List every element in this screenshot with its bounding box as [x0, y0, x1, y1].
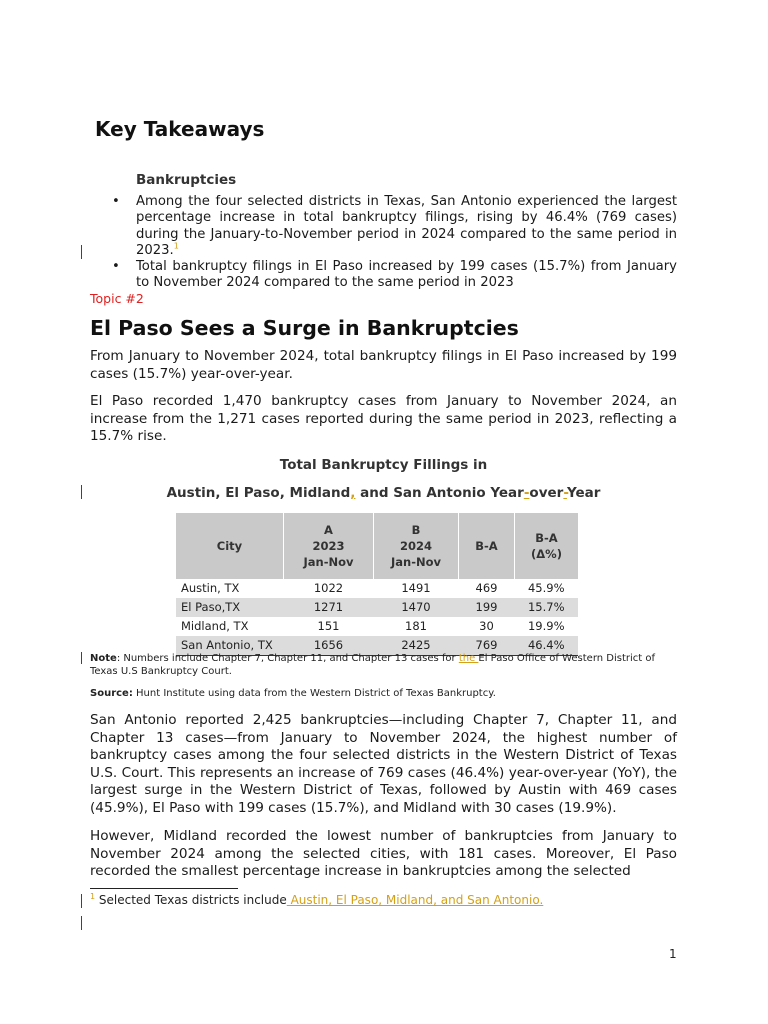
cell-b: 1470	[374, 598, 459, 617]
cell-city: El Paso,TX	[176, 598, 284, 617]
takeaways-list	[110, 194, 677, 292]
header-ba: B-A	[459, 513, 515, 579]
cell-pct: 19.9%	[527, 619, 565, 633]
table-title-text: over	[529, 485, 564, 501]
change-bar-marker	[81, 894, 82, 908]
cell-pct: 46.4%	[515, 636, 579, 656]
cell-ba: 30	[479, 619, 494, 633]
cell-pct: 45.9%	[527, 581, 565, 595]
cell-b: 1491	[401, 581, 431, 595]
header-city: City	[176, 513, 284, 579]
cell-b: 2425	[374, 636, 459, 656]
table-row	[176, 617, 578, 636]
header-pct-label: B-A	[535, 531, 558, 545]
paragraph: El Paso recorded 1,470 bankruptcy cases from January to November 2024, an increase from the 1,271 cases reported during the same period in 2023, reflecting a 15.7% rise.	[90, 393, 677, 445]
source-label: Source:	[90, 688, 133, 699]
table-title-text: Year	[566, 485, 601, 501]
table-row	[176, 598, 578, 617]
header-pct	[515, 513, 579, 579]
change-bar-marker	[81, 245, 82, 259]
cell-city: Midland, TX	[181, 619, 249, 633]
header-a-range: Jan-Nov	[303, 555, 354, 569]
paragraph: San Antonio reported 2,425 bankruptcies—including Chapter 7, Chapter 11, and Chapter 13 cases—from January to November 2024, the highest number of bankruptcy cases among the four selected districts in the Western District of Texas U.S. Court. This represents an increase of 769 cases (46.4%) year-over-year (YoY), the largest surge in the Western District of Texas, followed by Austin with 469 cases (45.9%), El Paso with 199 cases (15.7%), and Midland with 30 cases (19.9%).	[90, 712, 677, 816]
header-pct-unit: (Δ%)	[531, 547, 562, 561]
table-note	[90, 652, 677, 678]
cell-ba: 469	[475, 581, 498, 595]
section-title: El Paso Sees a Surge in Bankruptcies	[90, 316, 519, 340]
takeaway-text: Among the four selected districts in Texas, San Antonio experienced the largest percentage increase in total bankruptcy filings, rising by 46.4% (769 cases) during the January-to-November period in 2024 compared to the same period in 2023.	[136, 194, 677, 258]
change-bar-marker	[81, 916, 82, 930]
cell-b: 181	[405, 619, 427, 633]
header-b-range: Jan-Nov	[390, 555, 442, 569]
header-b	[374, 513, 459, 579]
tracked-change: ,	[350, 485, 356, 501]
table-title-line1: Total Bankruptcy Fillings in	[279, 457, 488, 473]
cell-pct: 15.7%	[515, 598, 579, 617]
table-title-line2	[90, 485, 677, 501]
tracked-change: -	[523, 485, 530, 501]
footnote-link[interactable]: Austin, El Paso, Midland, and San Antonio.	[286, 893, 544, 907]
page-number: 1	[669, 947, 677, 961]
bankruptcy-table	[176, 513, 578, 656]
footnote-text: Selected Texas districts include	[95, 893, 287, 907]
paragraph: From January to November 2024, total bankruptcy filings in El Paso increased by 199 cases (15.7%) year-over-year.	[90, 348, 677, 382]
cell-city: San Antonio, TX	[176, 636, 284, 656]
table-source	[90, 688, 496, 699]
cell-a: 1656	[284, 636, 374, 656]
header-a-year: 2023	[312, 539, 345, 553]
change-bar-marker	[81, 485, 82, 499]
cell-a: 1022	[313, 581, 344, 595]
bankruptcies-subheading: Bankruptcies	[136, 172, 237, 188]
table-title-text: and San Antonio Year	[355, 485, 524, 501]
header-a-label: A	[324, 523, 333, 537]
key-takeaways-heading: Key Takeaways	[95, 117, 265, 141]
paragraph: However, Midland recorded the lowest number of bankruptcies from January to November 2024 among the selected cities, with 181 cases. Moreover, El Paso recorded the smallest percentage increase in bankruptcies among the selected	[90, 828, 677, 880]
note-text: El Paso Office of Western District of Texas U.S Bankruptcy Court.	[90, 653, 656, 677]
header-a	[284, 513, 374, 579]
change-bar-marker	[81, 652, 82, 664]
table-row	[176, 579, 578, 598]
table-title-text: Austin, El Paso, Midland	[166, 485, 351, 501]
note-label: Note	[90, 653, 117, 664]
tracked-change: the	[458, 653, 479, 664]
takeaway-text: Total bankruptcy filings in El Paso increased by 199 cases (15.7%) from January to November 2024 compared to the same period in 2023	[136, 259, 677, 291]
takeaway-bullet	[110, 259, 677, 292]
cell-ba: 199	[459, 598, 515, 617]
footnote	[90, 893, 543, 907]
cell-ba: 769	[459, 636, 515, 656]
footnote-number: 1	[90, 892, 96, 901]
takeaway-bullet	[110, 194, 677, 259]
cell-city: Austin, TX	[181, 581, 240, 595]
cell-a: 1271	[284, 598, 374, 617]
header-b-year: 2024	[399, 539, 432, 553]
header-b-label: B	[411, 523, 421, 537]
footnote-separator	[90, 888, 238, 889]
footnote-ref[interactable]: 1	[173, 241, 179, 251]
source-text: Hunt Institute using data from the Western District of Texas Bankruptcy.	[132, 688, 496, 699]
cell-a: 151	[317, 619, 340, 633]
note-text: : Numbers include Chapter 7, Chapter 11, and Chapter 13 cases for	[116, 653, 459, 664]
topic-label: Topic #2	[90, 291, 144, 306]
table-header-row	[176, 513, 578, 579]
tracked-change: -	[563, 485, 567, 501]
